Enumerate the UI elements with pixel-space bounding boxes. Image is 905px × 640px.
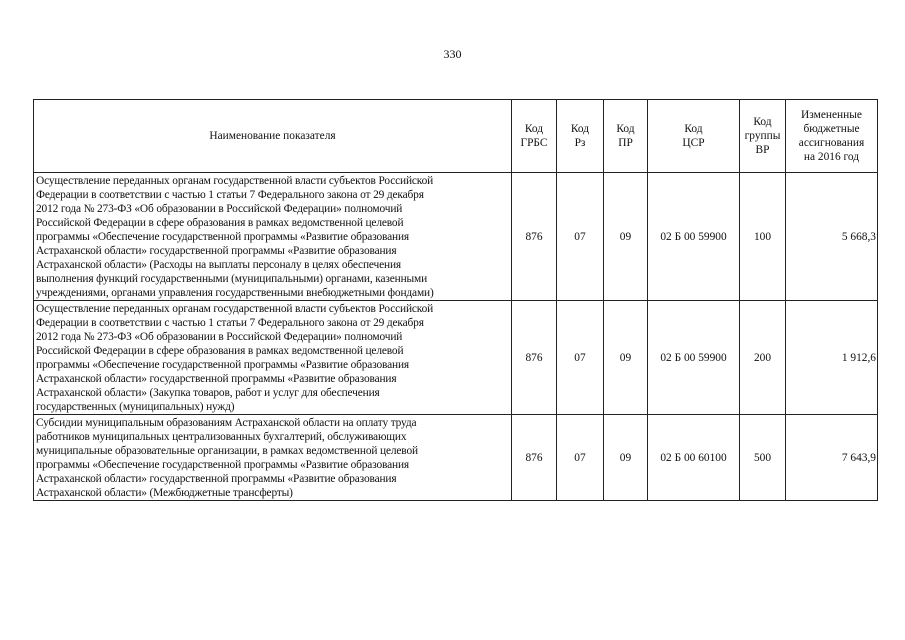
row-amount: 7 643,9: [786, 415, 878, 501]
page-number: 330: [443, 47, 462, 61]
table-header-row: [34, 100, 878, 173]
row-grbs: 876: [512, 173, 557, 301]
row-csr: 02 Б 00 59900: [648, 301, 740, 415]
row-pr: 09: [604, 173, 648, 301]
header-vr: Код группы ВР: [740, 100, 786, 173]
header-rz: Код Рз: [557, 100, 604, 173]
row-name: Осуществление переданных органам государственной власти субъектов Российской Федерации в соответствии с частью 1 статьи 7 Федерального закона от 29 декабря 2012 года № 273-ФЗ «Об образовании в Российской Федерации» полномочий Российской Федерации в сфере образования в рамках ведомственной целевой программы «Обеспечение государственной программы «Развитие образования Астраханской области» государственной программы «Развитие образования Астраханской области» (Закупка товаров, работ и услуг для обеспечения государственных (муниципальных) нужд): [34, 301, 512, 415]
row-amount: 5 668,3: [786, 173, 878, 301]
row-grbs: 876: [512, 301, 557, 415]
table-row: [34, 301, 878, 415]
row-vr: 200: [740, 301, 786, 415]
row-rz: 07: [557, 301, 604, 415]
header-amount: Измененные бюджетные ассигнования на 2016 год: [786, 100, 878, 173]
row-amount: 1 912,6: [786, 301, 878, 415]
budget-table: [33, 99, 878, 501]
header-pr: Код ПР: [604, 100, 648, 173]
table-row: [34, 415, 878, 501]
row-vr: 500: [740, 415, 786, 501]
row-grbs: 876: [512, 415, 557, 501]
row-pr: 09: [604, 415, 648, 501]
row-rz: 07: [557, 173, 604, 301]
row-csr: 02 Б 00 59900: [648, 173, 740, 301]
row-pr: 09: [604, 301, 648, 415]
header-grbs: Код ГРБС: [512, 100, 557, 173]
row-name: Осуществление переданных органам государственной власти субъектов Российской Федерации в соответствии с частью 1 статьи 7 Федерального закона от 29 декабря 2012 года № 273-ФЗ «Об образовании в Российской Федерации» полномочий Российской Федерации в сфере образования в рамках ведомственной целевой программы «Обеспечение государственной программы «Развитие образования Астраханской области» государственной программы «Развитие образования Астраханской области» (Расходы на выплаты персоналу в целях обеспечения выполнения функций государственными (муниципальными) органами, казенными учреждениями, органами управления государственными внебюджетными фондами): [34, 173, 512, 301]
header-name: Наименование показателя: [34, 100, 512, 173]
row-csr: 02 Б 00 60100: [648, 415, 740, 501]
table-row: [34, 173, 878, 301]
row-rz: 07: [557, 415, 604, 501]
row-vr: 100: [740, 173, 786, 301]
header-csr: Код ЦСР: [648, 100, 740, 173]
row-name: Субсидии муниципальным образованиям Астраханской области на оплату труда работников муниципальных централизованных бухгалтерий, обслуживающих муниципальные образовательные организации, в рамках ведомственной целевой программы «Обеспечение государственной программы «Развитие образования Астраханской области» государственной программы «Развитие образования Астраханской области» (Межбюджетные трансферты): [34, 415, 512, 501]
